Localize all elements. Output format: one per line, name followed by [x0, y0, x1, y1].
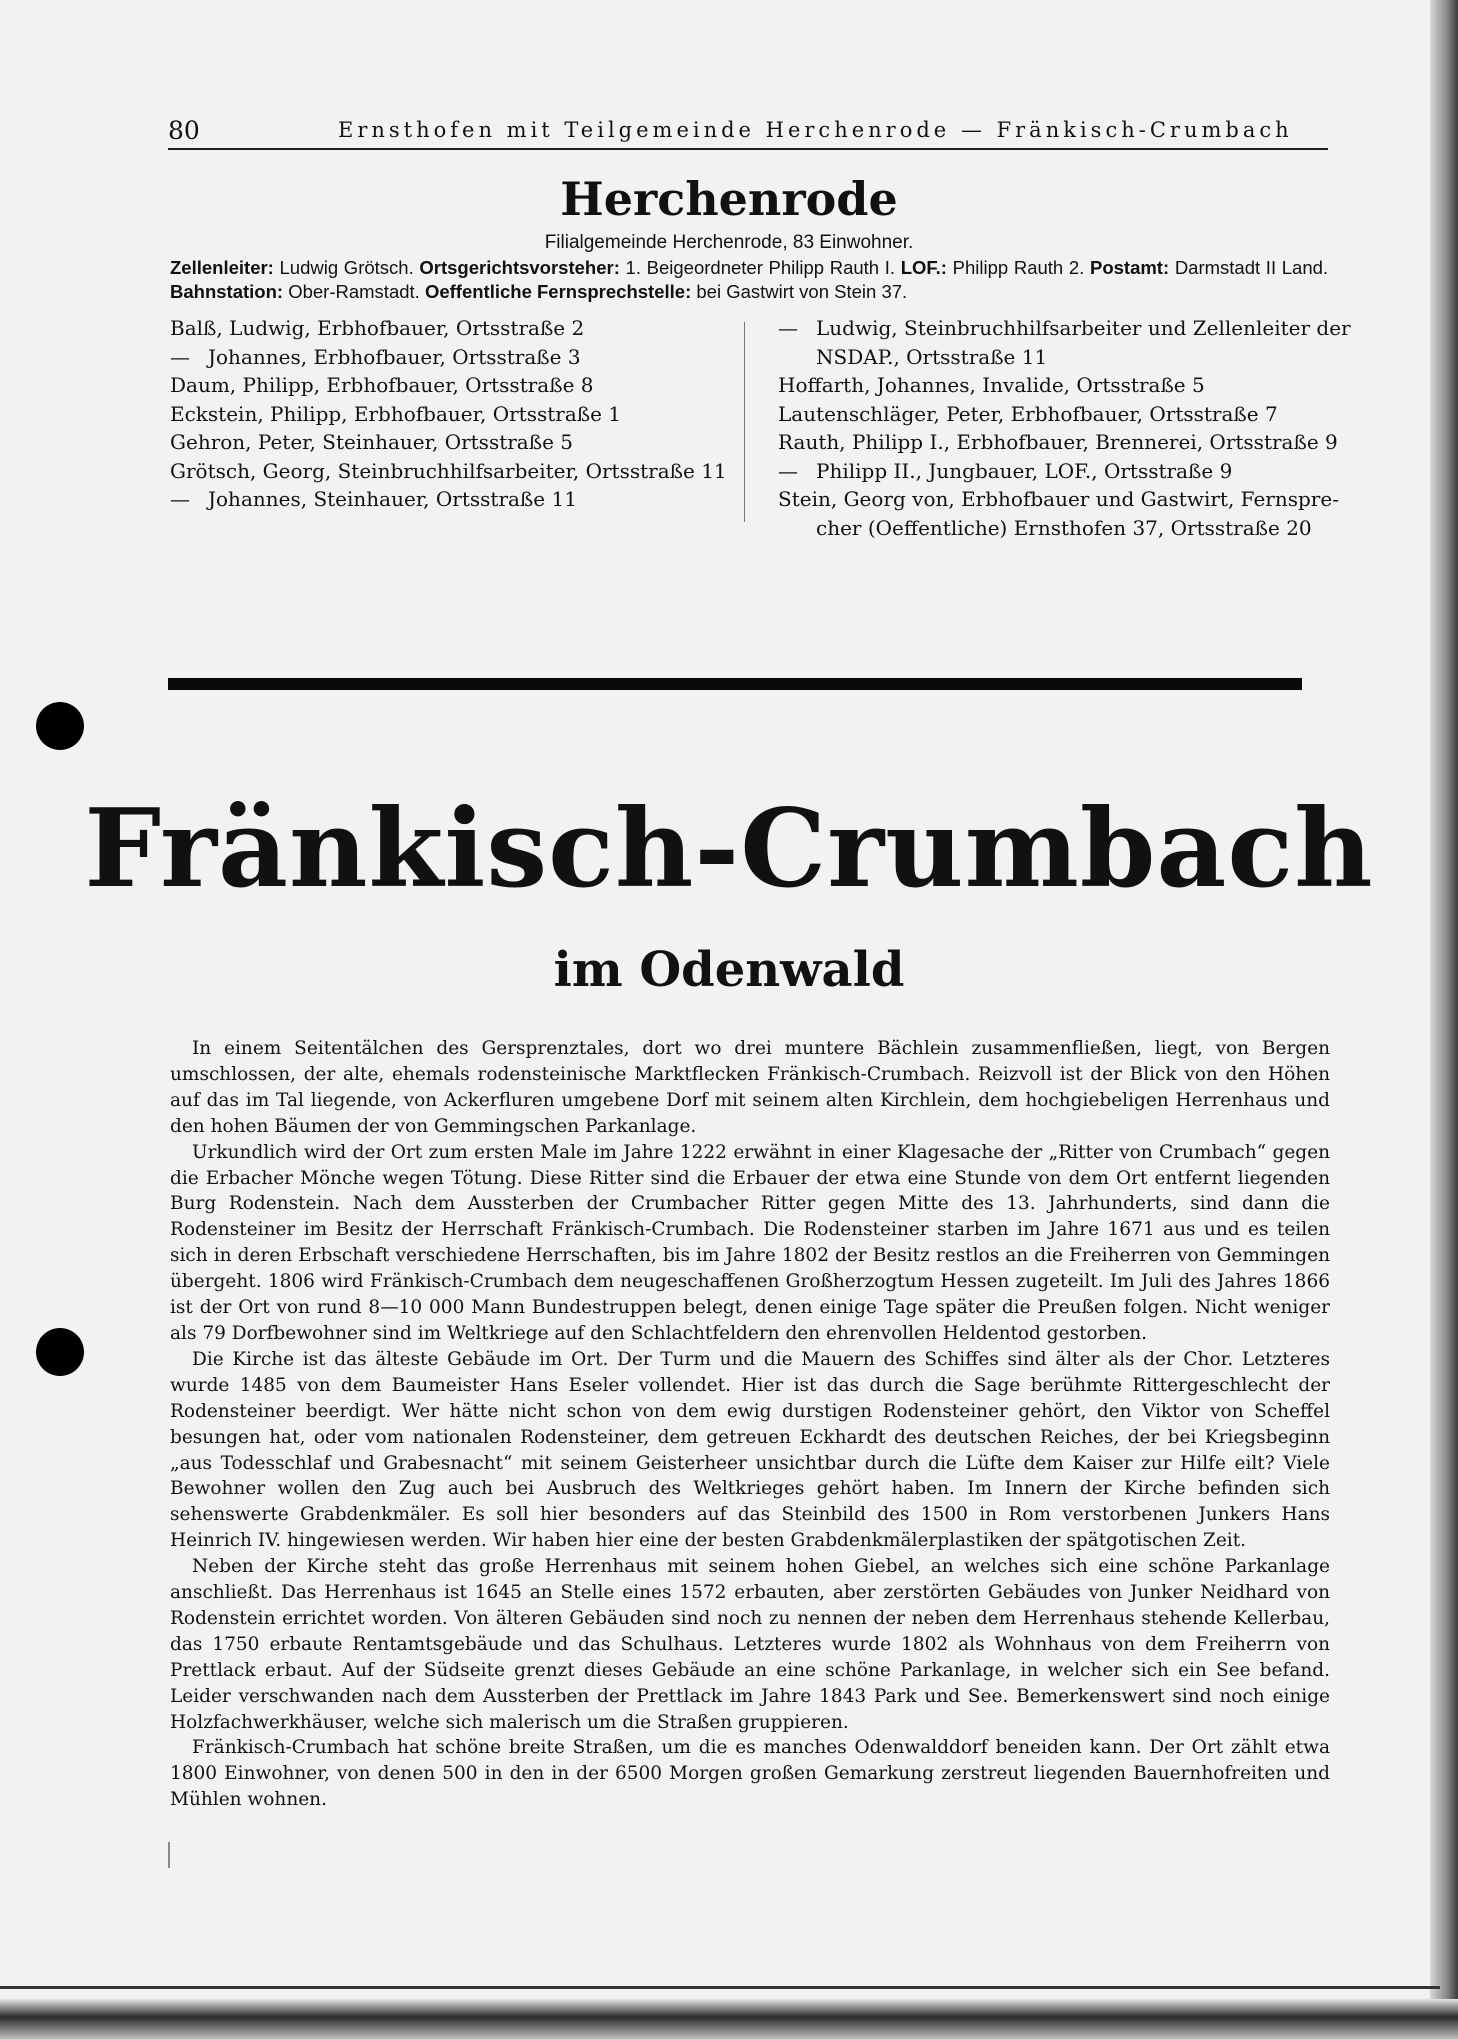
resident-text: Johannes, Steinhauer, Ortsstraße 11	[208, 487, 577, 511]
resident-entry	[170, 485, 740, 514]
header-rule	[168, 148, 1328, 150]
residents-left-column	[170, 314, 740, 514]
resident-entry	[170, 400, 740, 429]
official-label: Oeffentliche Fernsprechstelle:	[424, 281, 692, 302]
official-value: Darmstadt II Land.	[1174, 257, 1329, 278]
resident-entry	[170, 343, 740, 372]
main-title: Fränkisch-Crumbach	[84, 786, 1374, 912]
official-value: Ludwig Grötsch.	[279, 257, 414, 278]
resident-text: Grötsch, Georg, Steinbruchhilfsarbeiter, Ortsstraße 11	[170, 458, 727, 483]
resident-text: Eckstein, Philipp, Erbhofbauer, Ortsstraße 1	[170, 401, 622, 426]
punch-hole-top	[36, 702, 84, 750]
repeat-dash: —	[778, 458, 798, 483]
resident-entry	[170, 371, 740, 400]
resident-text: Ludwig, Steinbruchhilfsarbeiter und Zellenleiter der	[816, 316, 1351, 340]
official-value: Philipp Rauth 2.	[952, 257, 1085, 278]
official-label: Zellenleiter:	[170, 257, 274, 278]
resident-text: Gehron, Peter, Steinhauer, Ortsstraße 5	[170, 430, 574, 454]
article-body	[170, 1036, 1330, 1813]
official-value: 1. Beigeordneter Philipp Rauth I.	[625, 257, 896, 278]
page-edge-shadow-bottom	[0, 1999, 1458, 2039]
resident-text: Rauth, Philipp I., Erbhofbauer, Brennerei, Ortsstraße 9	[778, 430, 1338, 454]
article-paragraph: In einem Seitentälchen des Gersprenztales, dort wo drei muntere Bächlein zusammenfließen, liegt, von Bergen umschlossen, der alte, ehemals rodensteinische Marktflecken Fränkisch-Crumbach. Reizvoll ist der Blick von den Höhen auf das im Tal liegende, von Ackerfluren umgebene Dorf mit seinem alten Kirchlein, dem hochgiebeligen Herrenhaus und den hohen Bäumen der von Gemmingschen Parkanlage.	[170, 1038, 1330, 1137]
article-paragraph: Fränkisch-Crumbach hat schöne breite Straßen, um die es manches Odenwalddorf beneiden kann. Der Ort zählt etwa 1800 Einwohner, von denen 500 in den in der 6500 Morgen großen Gemarkung zerstreut liegenden Bauernhofreiten und Mühlen wohnen.	[170, 1737, 1330, 1811]
section-subtitle: Filialgemeinde Herchenrode, 83 Einwohner.	[544, 232, 914, 253]
resident-entry	[778, 457, 1338, 486]
resident-entry	[778, 371, 1338, 400]
official-label: Bahnstation:	[170, 281, 284, 302]
repeat-dash: —	[778, 316, 798, 340]
repeat-dash: —	[170, 487, 190, 511]
resident-text: Lautenschläger, Peter, Erbhofbauer, Ortsstraße 7	[778, 401, 1278, 426]
margin-mark	[168, 1842, 170, 1868]
official-label: Postamt:	[1089, 257, 1170, 278]
section-separator-rule	[168, 678, 1302, 690]
official-label: LOF.:	[900, 257, 947, 278]
resident-text: Daum, Philipp, Erbhofbauer, Ortsstraße 8	[170, 373, 594, 397]
resident-entry	[778, 400, 1338, 429]
column-divider	[744, 322, 745, 522]
repeat-dash: —	[170, 344, 190, 369]
resident-text: Johannes, Erbhofbauer, Ortsstraße 3	[208, 344, 581, 369]
resident-text: Philipp II., Jungbauer, LOF., Ortsstraße 9	[816, 458, 1233, 483]
official-value: Ober-Ramstadt.	[288, 281, 420, 302]
resident-text: NSDAP., Ortsstraße 11	[816, 344, 1048, 369]
page-edge-line-bottom	[0, 1986, 1440, 1989]
resident-entry	[778, 314, 1351, 343]
resident-text: cher (Oeffentliche) Ernsthofen 37, Ortsstraße 20	[816, 515, 1312, 540]
official-label: Ortsgerichtsvorsteher:	[419, 257, 620, 278]
official-value: bei Gastwirt von Stein 37.	[696, 281, 908, 302]
resident-entry	[170, 457, 740, 486]
article-paragraph: Urkundlich wird der Ort zum ersten Male im Jahre 1222 erwähnt in einer Klagesache der „Ritter von Crumbach“ gegen die Erbacher Mönche wegen Tötung. Diese Ritter sind die Erbauer der etwa eine Stunde von dem Ort entfernt liegenden Burg Rodenstein. Nach dem Aussterben der Crumbacher Ritter gegen Mitte des 13. Jahrhunderts, sind dann die Rodensteiner im Besitz der Herrschaft Fränkisch-Crumbach. Die Rodensteiner starben im Jahre 1671 aus und es teilen sich in deren Erbschaft verschiedene Herrschaften, bis im Jahre 1802 der Besitz restlos an die Freiherren von Gemmingen übergeht. 1806 wird Fränkisch-Crumbach dem neugeschaffenen Großherzogtum Hessen zugeteilt. Im Juli des Jahres 1866 ist der Ort von rund 8—10 000 Mann Bundestruppen belegt, denen einige Tage später die Preußen folgen. Nicht weniger als 79 Dorfbewohner sind im Weltkriege auf den Schlachtfeldern den ehrenvollen Heldentod gestorben.	[170, 1141, 1330, 1344]
running-title: Ernsthofen mit Teilgemeinde Herchenrode — Fränkisch-Crumbach	[338, 118, 1293, 142]
officials-list	[170, 256, 1328, 304]
article-paragraph: Die Kirche ist das älteste Gebäude im Ort. Der Turm und die Mauern des Schiffes sind älter als der Chor. Letzteres wurde 1485 von dem Baumeister Hans Eseler vollendet. Hier ist das durch die Sage berühmte Rittergeschlecht der Rodensteiner beerdigt. Wer hätte nicht schon von dem ewig durstigen Rodensteiner gehört, den Viktor von Scheffel besungen hat, oder vom nationalen Rodensteiner, dem getreuen Eckhardt des deutschen Reiches, der bei Kriegsbeginn „aus Todesschlaf und Grabesnacht“ mit seinem Geisterheer unsichtbar durch die Lüfte dem Kaiser zur Hilfe eilt? Viele Bewohner wollen den Zug auch bei Ausbruch des Weltkrieges gehört haben. Im Innern der Kirche befinden sich sehenswerte Grabdenkmäler. Es soll hier besonders auf das Steinbild des 1500 in Rom verstorbenen Junkers Hans Heinrich IV. hingewiesen werden. Wir haben hier eine der besten Grabdenkmälerplastiken der spätgotischen Zeit.	[170, 1348, 1330, 1552]
section-title-herchenrode: Herchenrode	[560, 172, 898, 226]
resident-entry	[778, 428, 1338, 457]
article-paragraph: Neben der Kirche steht das große Herrenhaus mit seinem hohen Giebel, an welches sich eine schöne Parkanlage anschließt. Das Herrenhaus ist 1645 an Stelle eines 1572 erbauten, aber zerstörten Gebäudes von Junker Neidhard von Rodenstein errichtet worden. Von älteren Gebäuden sind noch zu nennen der neben dem Herrenhaus stehende Kellerbau, das 1750 erbaute Rentamtsgebäude und das Schulhaus. Letzteres wurde 1802 als Wohnhaus von dem Freiherrn von Prettlack erbaut. Auf der Südseite grenzt dieses Gebäude an eine schöne Parkanlage, in welcher sich ein See befand. Leider verschwanden nach dem Aussterben der Prettlack im Jahre 1843 Park und See. Bemerkenswert sind noch einige Holzfachwerkhäuser, welche sich malerisch um die Straßen gruppieren.	[170, 1556, 1330, 1733]
page-edge-shadow-right	[1430, 0, 1458, 2039]
running-header	[168, 112, 1328, 148]
page-number: 80	[168, 116, 200, 145]
resident-text: Hoffarth, Johannes, Invalide, Ortsstraße 5	[778, 373, 1205, 397]
resident-text: Balß, Ludwig, Erbhofbauer, Ortsstraße 2	[170, 316, 585, 340]
resident-entry	[778, 485, 1338, 514]
resident-entry	[778, 514, 1338, 543]
main-subtitle: im Odenwald	[553, 942, 905, 998]
resident-entry	[170, 314, 740, 343]
resident-entry	[778, 343, 1338, 372]
resident-entry	[170, 428, 740, 457]
resident-text: Stein, Georg von, Erbhofbauer und Gastwirt, Fernspre-	[778, 487, 1339, 511]
residents-right-column	[778, 314, 1351, 542]
punch-hole-bottom	[36, 1328, 84, 1376]
